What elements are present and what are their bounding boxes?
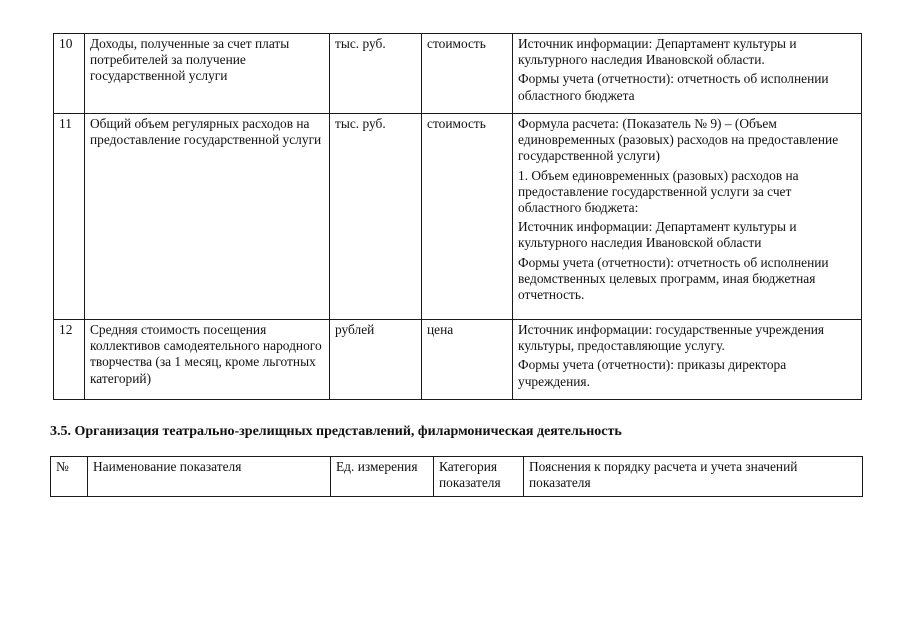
explanation-cell — [513, 34, 862, 114]
table-row — [54, 114, 862, 320]
explanation-paragraph: Формула расчета: (Показатель № 9) – (Объем единовременных (разовых) расходов на предоставление государственной услуги) — [518, 116, 839, 164]
header-unit: Ед. измерения — [331, 457, 434, 497]
table-header-row — [51, 457, 863, 497]
explanation-paragraph: Формы учета (отчетности): отчетность об исполнении ведомственных целевых программ, иная бюджетная отчетность. — [518, 254, 829, 303]
row-number: 11 — [54, 114, 85, 320]
indicator-name: Средняя стоимость посещения коллективов самодеятельного народного творчества (за 1 месяц, кроме льготных категорий) — [85, 320, 330, 400]
row-number: 10 — [54, 34, 85, 114]
table-row — [54, 34, 862, 114]
explanation-paragraph: Источник информации: Департамент культуры и культурного наследия Ивановской области — [518, 219, 797, 251]
header-indicator-name: Наименование показателя — [88, 457, 331, 497]
indicator-name: Общий объем регулярных расходов на предоставление государственной услуги — [85, 114, 330, 320]
explanation-cell — [513, 320, 862, 400]
unit-of-measure: тыс. руб. — [330, 114, 422, 320]
explanation-paragraph: Формы учета (отчетности): приказы директора учреждения. — [518, 357, 787, 389]
explanation-paragraph: Формы учета (отчетности): отчетность об исполнении областного бюджета — [518, 71, 829, 103]
explanation-paragraph: Источник информации: государственные учреждения культуры, предоставляющие услугу. — [518, 322, 825, 354]
table-row — [54, 320, 862, 400]
explanation-paragraph: Источник информации: Департамент культуры и культурного наследия Ивановской области. — [518, 36, 797, 68]
header-number: № — [51, 457, 88, 497]
indicators-table — [53, 33, 862, 400]
unit-of-measure: тыс. руб. — [330, 34, 422, 114]
section-header-table — [50, 456, 863, 497]
row-number: 12 — [54, 320, 85, 400]
section-title: 3.5. Организация театрально-зрелищных представлений, филармоническая деятельность — [50, 424, 622, 439]
explanation-cell — [513, 114, 862, 320]
indicator-name: Доходы, полученные за счет платы потребителей за получение государственной услуги — [85, 34, 330, 114]
header-category: Категория показателя — [434, 457, 524, 497]
unit-of-measure: рублей — [330, 320, 422, 400]
header-explanation: Пояснения к порядку расчета и учета значений показателя — [524, 457, 863, 497]
indicator-category: стоимость — [422, 114, 513, 320]
indicator-category: стоимость — [422, 34, 513, 114]
explanation-paragraph: 1. Объем единовременных (разовых) расходов на предоставление государственной услуги за счет областного бюджета: — [518, 167, 799, 216]
indicator-category: цена — [422, 320, 513, 400]
